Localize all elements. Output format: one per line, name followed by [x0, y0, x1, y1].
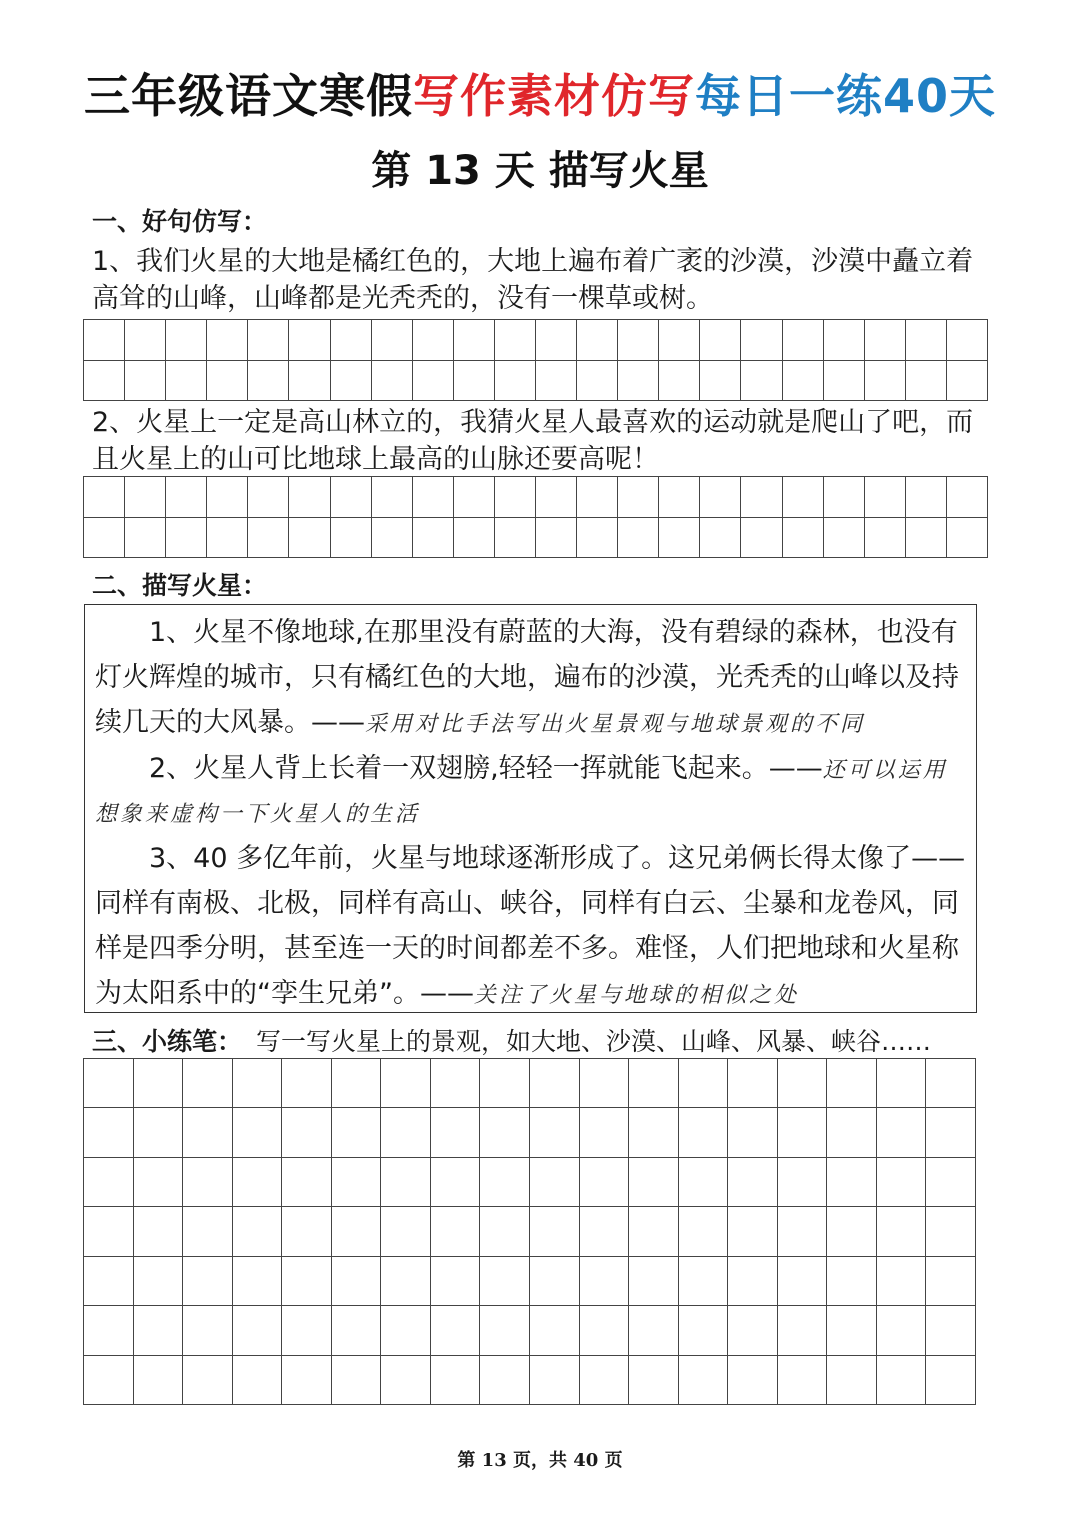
section2-heading: 二、描写火星： [92, 571, 268, 600]
grid-cell[interactable] [947, 518, 988, 559]
grid-cell[interactable] [84, 1207, 134, 1256]
para1-text3: 续几天的大风暴。—— [95, 707, 365, 738]
grid-cell[interactable] [381, 1059, 431, 1108]
grid-cell[interactable] [530, 1059, 580, 1108]
section1-heading: 一、好句仿写： [92, 207, 268, 236]
grid-cell[interactable] [629, 1356, 679, 1405]
grid-cell[interactable] [926, 1158, 976, 1207]
grid-cell[interactable] [84, 1108, 134, 1157]
grid-cell[interactable] [480, 1158, 530, 1207]
writing-grid-1[interactable] [83, 319, 988, 401]
grid-cell[interactable] [289, 320, 330, 361]
grid-cell[interactable] [331, 361, 372, 402]
grid-cell[interactable] [827, 1207, 877, 1256]
grid-cell[interactable] [134, 1306, 184, 1355]
grid-cell[interactable] [166, 477, 207, 518]
grid-cell[interactable] [332, 1207, 382, 1256]
grid-cell[interactable] [580, 1059, 630, 1108]
grid-cell[interactable] [134, 1108, 184, 1157]
grid-cell[interactable] [480, 1356, 530, 1405]
grid-cell[interactable] [282, 1108, 332, 1157]
grid-cell[interactable] [134, 1207, 184, 1256]
grid-cell[interactable] [183, 1158, 233, 1207]
grid-cell[interactable] [530, 1306, 580, 1355]
grid-cell[interactable] [372, 361, 413, 402]
grid-cell[interactable] [413, 477, 454, 518]
grid-cell[interactable] [233, 1207, 283, 1256]
grid-cell[interactable] [741, 320, 782, 361]
grid-cell[interactable] [618, 320, 659, 361]
grid-cell[interactable] [827, 1108, 877, 1157]
grid-cell[interactable] [282, 1207, 332, 1256]
grid-cell[interactable] [577, 361, 618, 402]
grid-cell[interactable] [413, 320, 454, 361]
grid-cell[interactable] [778, 1108, 828, 1157]
grid-cell[interactable] [577, 477, 618, 518]
grid-cell[interactable] [700, 477, 741, 518]
grid-cell[interactable] [454, 477, 495, 518]
grid-cell[interactable] [926, 1059, 976, 1108]
grid-cell[interactable] [134, 1257, 184, 1306]
grid-cell[interactable] [125, 361, 166, 402]
grid-cell[interactable] [629, 1207, 679, 1256]
grid-cell[interactable] [618, 518, 659, 559]
grid-cell[interactable] [536, 477, 577, 518]
grid-cell[interactable] [183, 1356, 233, 1405]
grid-cell[interactable] [332, 1356, 382, 1405]
para3-line2: 同样有南极、北极，同样有高山、峡谷，同样有白云、尘暴和龙卷风，同 [95, 888, 959, 919]
grid-cell[interactable] [783, 361, 824, 402]
grid-cell[interactable] [906, 361, 947, 402]
grid-cell[interactable] [629, 1306, 679, 1355]
grid-cell[interactable] [207, 361, 248, 402]
grid-cell[interactable] [233, 1257, 283, 1306]
writing-grid-2[interactable] [83, 476, 988, 558]
grid-cell[interactable] [282, 1306, 332, 1355]
grid-cell[interactable] [926, 1257, 976, 1306]
grid-cell[interactable] [865, 320, 906, 361]
grid-cell[interactable] [248, 320, 289, 361]
grid-cell[interactable] [480, 1257, 530, 1306]
grid-cell[interactable] [741, 361, 782, 402]
grid-cell[interactable] [372, 477, 413, 518]
grid-cell[interactable] [926, 1108, 976, 1157]
grid-cell[interactable] [778, 1257, 828, 1306]
grid-cell[interactable] [827, 1306, 877, 1355]
grid-cell[interactable] [580, 1356, 630, 1405]
grid-cell[interactable] [183, 1207, 233, 1256]
grid-cell[interactable] [580, 1158, 630, 1207]
grid-cell[interactable] [495, 477, 536, 518]
grid-cell[interactable] [332, 1059, 382, 1108]
grid-cell[interactable] [728, 1257, 778, 1306]
grid-cell[interactable] [824, 361, 865, 402]
grid-cell[interactable] [480, 1059, 530, 1108]
grid-cell[interactable] [454, 361, 495, 402]
grid-cell[interactable] [580, 1306, 630, 1355]
grid-cell[interactable] [84, 1257, 134, 1306]
grid-cell[interactable] [495, 320, 536, 361]
grid-cell[interactable] [877, 1257, 927, 1306]
grid-cell[interactable] [431, 1158, 481, 1207]
grid-cell[interactable] [207, 320, 248, 361]
sentence2-line1: 2、火星上一定是高山林立的，我猜火星人最喜欢的运动就是爬山了吧，而 [92, 407, 974, 438]
grid-cell[interactable] [577, 518, 618, 559]
para2-note1: 还可以运用 [822, 758, 948, 783]
grid-cell[interactable] [282, 1257, 332, 1306]
para1-text1: 1、火星不像地球,在那里没有蔚蓝的大海，没有碧绿的森林，也没有 [149, 617, 958, 648]
grid-cell[interactable] [679, 1207, 729, 1256]
grid-cell[interactable] [618, 361, 659, 402]
grid-cell[interactable] [480, 1306, 530, 1355]
page-footer: 第 13 页，共 40 页 [457, 1450, 623, 1471]
grid-cell[interactable] [728, 1059, 778, 1108]
page-title [0, 66, 1080, 126]
section3-prompt: 写一写火星上的景观，如大地、沙漠、山峰、风暴、峡谷…… [256, 1027, 932, 1056]
grid-cell[interactable] [629, 1158, 679, 1207]
sentence1-line1: 1、我们火星的大地是橘红色的，大地上遍布着广袤的沙漠，沙漠中矗立着 [92, 246, 974, 277]
grid-cell[interactable] [84, 361, 125, 402]
grid-cell[interactable] [207, 477, 248, 518]
grid-cell[interactable] [679, 1059, 729, 1108]
grid-cell[interactable] [877, 1059, 927, 1108]
grid-cell[interactable] [783, 320, 824, 361]
grid-cell[interactable] [134, 1158, 184, 1207]
grid-cell[interactable] [84, 477, 125, 518]
grid-cell[interactable] [827, 1158, 877, 1207]
grid-cell[interactable] [659, 477, 700, 518]
grid-cell[interactable] [381, 1306, 431, 1355]
grid-cell[interactable] [659, 361, 700, 402]
grid-cell[interactable] [282, 1059, 332, 1108]
grid-cell[interactable] [947, 320, 988, 361]
grid-cell[interactable] [728, 1306, 778, 1355]
grid-cell[interactable] [381, 1257, 431, 1306]
grid-cell[interactable] [248, 361, 289, 402]
grid-cell[interactable] [877, 1306, 927, 1355]
grid-cell[interactable] [166, 361, 207, 402]
grid-cell[interactable] [926, 1356, 976, 1405]
grid-cell[interactable] [778, 1207, 828, 1256]
grid-cell[interactable] [679, 1306, 729, 1355]
grid-cell[interactable] [827, 1059, 877, 1108]
title-part-black: 三年级语文寒假 [83, 69, 413, 123]
grid-cell[interactable] [289, 361, 330, 402]
grid-cell[interactable] [331, 320, 372, 361]
grid-cell[interactable] [659, 518, 700, 559]
grid-cell[interactable] [331, 477, 372, 518]
grid-cell[interactable] [381, 1356, 431, 1405]
grid-cell[interactable] [413, 518, 454, 559]
grid-cell[interactable] [134, 1059, 184, 1108]
grid-cell[interactable] [332, 1306, 382, 1355]
para2-line2 [95, 790, 420, 837]
para2-text1: 2、火星人背上长着一双翅膀,轻轻一挥就能飞起来。—— [149, 753, 823, 784]
grid-cell[interactable] [431, 1257, 481, 1306]
para3-line3: 样是四季分明，甚至连一天的时间都差不多。难怪，人们把地球和火星称 [95, 933, 959, 964]
grid-cell[interactable] [618, 477, 659, 518]
grid-cell[interactable] [947, 477, 988, 518]
grid-cell[interactable] [183, 1306, 233, 1355]
grid-cell[interactable] [679, 1356, 729, 1405]
grid-cell[interactable] [877, 1108, 927, 1157]
grid-cell[interactable] [166, 320, 207, 361]
grid-cell[interactable] [84, 1158, 134, 1207]
grid-cell[interactable] [454, 518, 495, 559]
grid-cell[interactable] [233, 1158, 283, 1207]
grid-cell[interactable] [679, 1108, 729, 1157]
grid-cell[interactable] [778, 1158, 828, 1207]
grid-cell[interactable] [783, 518, 824, 559]
grid-cell[interactable] [289, 477, 330, 518]
grid-cell[interactable] [926, 1207, 976, 1256]
grid-cell[interactable] [778, 1356, 828, 1405]
grid-cell[interactable] [827, 1257, 877, 1306]
grid-cell[interactable] [431, 1356, 481, 1405]
para1-note: 采用对比手法写出火星景观与地球景观的不同 [365, 712, 866, 737]
grid-cell[interactable] [530, 1207, 580, 1256]
grid-cell[interactable] [125, 518, 166, 559]
grid-cell[interactable] [454, 320, 495, 361]
grid-cell[interactable] [926, 1306, 976, 1355]
grid-cell[interactable] [906, 320, 947, 361]
grid-cell[interactable] [431, 1207, 481, 1256]
grid-cell[interactable] [125, 477, 166, 518]
grid-cell[interactable] [700, 361, 741, 402]
grid-cell[interactable] [495, 518, 536, 559]
para2-line1 [95, 746, 948, 793]
grid-cell[interactable] [134, 1356, 184, 1405]
grid-cell[interactable] [580, 1207, 630, 1256]
sentence1-line2: 高耸的山峰，山峰都是光秃秃的，没有一棵草或树。 [92, 283, 713, 314]
grid-cell[interactable] [536, 361, 577, 402]
para1-line3 [95, 700, 865, 747]
para3-line1 [95, 836, 965, 881]
grid-cell[interactable] [332, 1257, 382, 1306]
grid-cell[interactable] [207, 518, 248, 559]
grid-cell[interactable] [332, 1108, 382, 1157]
grid-cell[interactable] [282, 1158, 332, 1207]
grid-cell[interactable] [84, 1306, 134, 1355]
grid-cell[interactable] [530, 1108, 580, 1157]
grid-cell[interactable] [84, 320, 125, 361]
grid-cell[interactable] [495, 361, 536, 402]
grid-cell[interactable] [536, 320, 577, 361]
grid-cell[interactable] [248, 477, 289, 518]
grid-cell[interactable] [824, 477, 865, 518]
para1-line1 [95, 610, 958, 655]
grid-cell[interactable] [332, 1158, 382, 1207]
grid-cell[interactable] [700, 518, 741, 559]
grid-cell[interactable] [431, 1306, 481, 1355]
grid-cell[interactable] [877, 1158, 927, 1207]
grid-cell[interactable] [827, 1356, 877, 1405]
grid-cell[interactable] [536, 518, 577, 559]
grid-cell[interactable] [84, 518, 125, 559]
grid-cell[interactable] [906, 477, 947, 518]
grid-cell[interactable] [166, 518, 207, 559]
grid-cell[interactable] [778, 1306, 828, 1355]
sentence2-line2: 且火星上的山可比地球上最高的山脉还要高呢！ [92, 444, 659, 475]
grid-cell[interactable] [741, 477, 782, 518]
grid-cell[interactable] [233, 1356, 283, 1405]
grid-cell[interactable] [577, 320, 618, 361]
grid-cell[interactable] [480, 1207, 530, 1256]
grid-cell[interactable] [413, 361, 454, 402]
grid-cell[interactable] [381, 1108, 431, 1157]
grid-cell[interactable] [372, 518, 413, 559]
grid-cell[interactable] [783, 477, 824, 518]
grid-cell[interactable] [84, 1356, 134, 1405]
grid-cell[interactable] [331, 518, 372, 559]
grid-cell[interactable] [480, 1108, 530, 1157]
grid-cell[interactable] [728, 1158, 778, 1207]
grid-cell[interactable] [84, 1059, 134, 1108]
grid-cell[interactable] [741, 518, 782, 559]
section3-heading [92, 1026, 931, 1058]
day-subtitle: 第 13 天 描写火星 [371, 148, 709, 194]
grid-cell[interactable] [125, 320, 166, 361]
para3-text4: 为太阳系中的“孪生兄弟”。—— [95, 978, 474, 1009]
grid-cell[interactable] [728, 1207, 778, 1256]
para2-note2: 想象来虚构一下火星人的生活 [95, 802, 421, 827]
grid-cell[interactable] [824, 320, 865, 361]
grid-cell[interactable] [865, 477, 906, 518]
grid-cell[interactable] [431, 1059, 481, 1108]
para3-text1: 3、40 多亿年前，火星与地球逐渐形成了。这兄弟俩长得太像了—— [149, 843, 966, 874]
title-part-red: 写作素材仿写 [412, 69, 695, 123]
grid-cell[interactable] [372, 320, 413, 361]
grid-cell[interactable] [659, 320, 700, 361]
grid-cell[interactable] [248, 518, 289, 559]
para3-note: 关注了火星与地球的相似之处 [473, 983, 799, 1008]
grid-cell[interactable] [947, 361, 988, 402]
grid-cell[interactable] [629, 1108, 679, 1157]
grid-cell[interactable] [381, 1207, 431, 1256]
grid-cell[interactable] [700, 320, 741, 361]
title-part-blue: 每日一练40天 [694, 69, 996, 123]
grid-cell[interactable] [282, 1356, 332, 1405]
grid-cell[interactable] [877, 1356, 927, 1405]
grid-cell[interactable] [233, 1108, 283, 1157]
grid-cell[interactable] [289, 518, 330, 559]
grid-cell[interactable] [679, 1257, 729, 1306]
grid-cell[interactable] [629, 1257, 679, 1306]
grid-cell[interactable] [778, 1059, 828, 1108]
grid-cell[interactable] [865, 518, 906, 559]
grid-cell[interactable] [183, 1257, 233, 1306]
para3-line4 [95, 971, 799, 1018]
grid-cell[interactable] [381, 1158, 431, 1207]
grid-cell[interactable] [728, 1356, 778, 1405]
grid-cell[interactable] [431, 1108, 481, 1157]
grid-cell[interactable] [530, 1158, 580, 1207]
grid-cell[interactable] [580, 1108, 630, 1157]
grid-cell[interactable] [824, 518, 865, 559]
grid-cell[interactable] [865, 361, 906, 402]
grid-cell[interactable] [877, 1207, 927, 1256]
grid-cell[interactable] [183, 1108, 233, 1157]
grid-cell[interactable] [728, 1108, 778, 1157]
grid-cell[interactable] [233, 1059, 283, 1108]
grid-cell[interactable] [629, 1059, 679, 1108]
para1-line2: 灯火辉煌的城市，只有橘红色的大地，遍布的沙漠，光秃秃的山峰以及持 [95, 662, 959, 693]
grid-cell[interactable] [679, 1158, 729, 1207]
grid-cell[interactable] [906, 518, 947, 559]
grid-cell[interactable] [530, 1257, 580, 1306]
grid-cell[interactable] [233, 1306, 283, 1355]
grid-cell[interactable] [183, 1059, 233, 1108]
practice-writing-grid[interactable] [83, 1058, 976, 1405]
section3-title: 三、小练笔： [92, 1027, 243, 1056]
grid-cell[interactable] [530, 1356, 580, 1405]
grid-cell[interactable] [580, 1257, 630, 1306]
